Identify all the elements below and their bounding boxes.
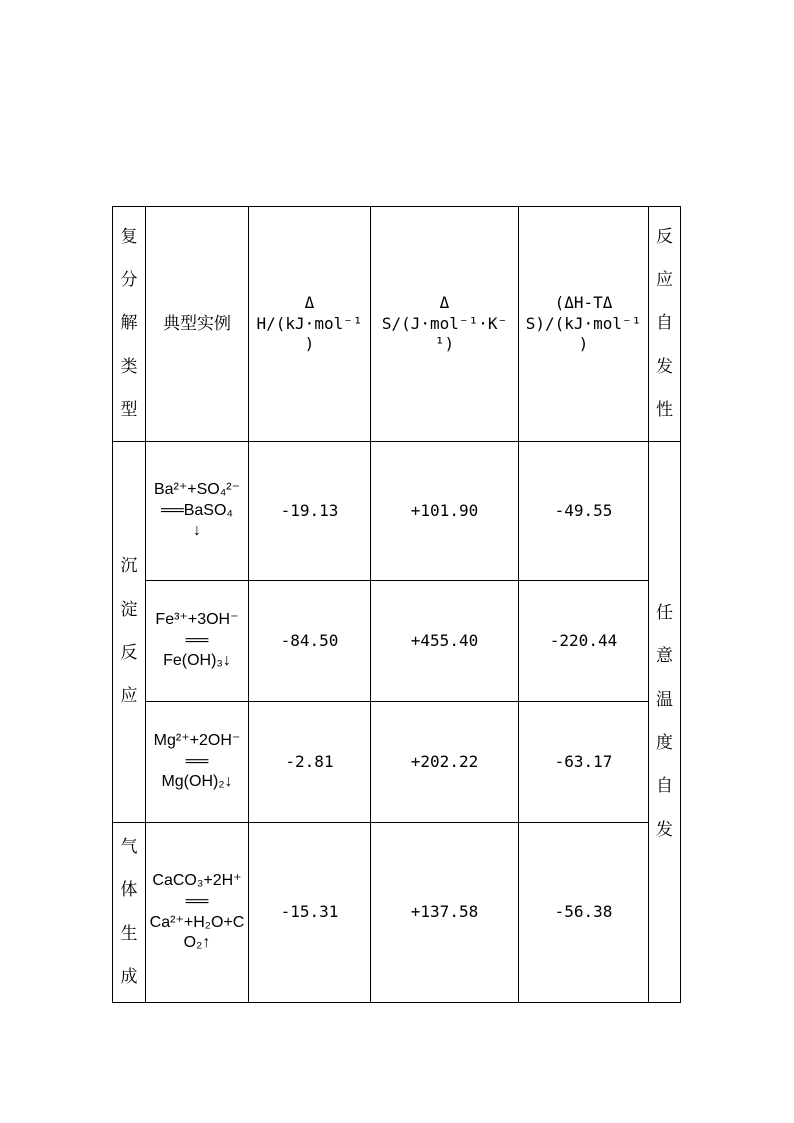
ds-cell: +455.40 bbox=[371, 581, 519, 702]
header-dh: Δ H/(kJ·mol⁻¹ ) bbox=[249, 207, 371, 442]
header-type: 复分解类型 bbox=[113, 207, 146, 442]
dh-cell: -15.31 bbox=[249, 823, 371, 1003]
table-row bbox=[113, 442, 681, 581]
table-row bbox=[113, 702, 681, 823]
header-example: 典型实例 bbox=[146, 207, 249, 442]
spontaneity-cell: 任意温度自发 bbox=[649, 442, 681, 1003]
table-row bbox=[113, 581, 681, 702]
group-gas: 气体生成 bbox=[113, 823, 146, 1003]
dg-cell: -49.55 bbox=[519, 442, 649, 581]
example-cell: Mg²⁺+2OH⁻ ══ Mg(OH)₂↓ bbox=[146, 702, 249, 823]
dh-cell: -2.81 bbox=[249, 702, 371, 823]
example-cell: Fe³⁺+3OH⁻ ══ Fe(OH)₃↓ bbox=[146, 581, 249, 702]
ds-cell: +137.58 bbox=[371, 823, 519, 1003]
dg-cell: -56.38 bbox=[519, 823, 649, 1003]
header-spontaneity: 反应自发性 bbox=[649, 207, 681, 442]
header-row bbox=[113, 207, 681, 442]
dh-cell: -19.13 bbox=[249, 442, 371, 581]
example-cell: CaCO₃+2H⁺ ══ Ca²⁺+H₂O+C O₂↑ bbox=[146, 823, 249, 1003]
dg-cell: -220.44 bbox=[519, 581, 649, 702]
dh-cell: -84.50 bbox=[249, 581, 371, 702]
table-row bbox=[113, 823, 681, 1003]
example-cell: Ba²⁺+SO₄²⁻ ══BaSO₄ ↓ bbox=[146, 442, 249, 581]
thermo-table bbox=[112, 206, 681, 1003]
header-ds: Δ S/(J·mol⁻¹·K⁻ ¹) bbox=[371, 207, 519, 442]
ds-cell: +101.90 bbox=[371, 442, 519, 581]
dg-cell: -63.17 bbox=[519, 702, 649, 823]
group-precipitation: 沉淀反应 bbox=[113, 442, 146, 823]
ds-cell: +202.22 bbox=[371, 702, 519, 823]
header-dg: (ΔH-TΔ S)/(kJ·mol⁻¹ ) bbox=[519, 207, 649, 442]
